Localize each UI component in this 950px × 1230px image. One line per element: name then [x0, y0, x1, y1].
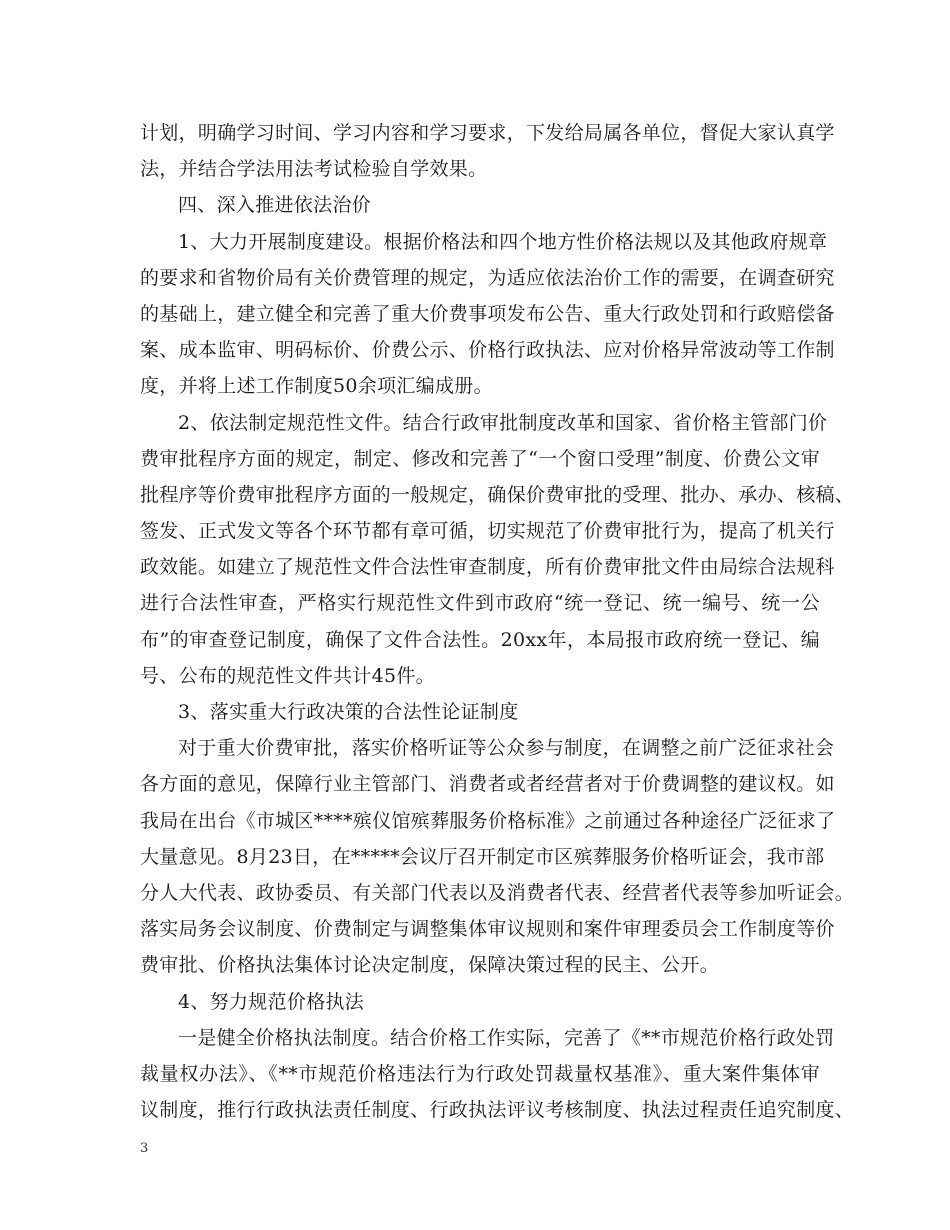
text-line: 法，并结合学法用法考试检验自学效果。: [140, 158, 488, 181]
text-line: 计划，明确学习时间、学习内容和学习要求，下发给局属各单位，督促大家认真学: [140, 122, 835, 144]
text-line: 议制度，推行行政执法责任制度、行政执法评议考核制度、执法过程责任追究制度、: [140, 1099, 855, 1122]
text-line: 费审批、价格执法集体讨论决定制度，保障决策过程的民主、公开。: [140, 954, 720, 977]
text-line: 分人大代表、政协委员、有关部门代表以及消费者代表、经营者代表等参加听证会。: [140, 881, 855, 904]
page-number: 3: [140, 1141, 149, 1156]
text-line: 的基础上，建立健全和完善了重大价费事项发布公告、重大行政处罚和行政赔偿备: [140, 302, 835, 325]
text-line: 裁量权办法》、《**市规范价格违法行为行政处罚裁量权基准》、重大案件集体审: [140, 1062, 820, 1085]
text-line: 我局在出台《市城区****殡仪馆殡葬服务价格标准》之前通过各种途径广泛征求了: [140, 809, 836, 832]
text-line: 3、落实重大行政决策的合法性论证制度: [178, 701, 519, 723]
text-line: 度，并将上述工作制度50余项汇编成册。: [140, 375, 493, 398]
body-text: [140, 115, 855, 1128]
text-line: 落实局务会议制度、价费制定与调整集体审议规则和案件审理委员会工作制度等价: [140, 918, 835, 941]
text-line: 案、成本监审、明码标价、价费公示、价格行政执法、应对价格异常波动等工作制: [140, 339, 835, 362]
text-line: 的要求和省物价局有关价费管理的规定，为适应依法治价工作的需要，在调查研究: [140, 266, 835, 289]
text-line: 政效能。如建立了规范性文件合法性审查制度，所有价费审批文件由局综合法规科: [140, 556, 835, 579]
text-line: 一是健全价格执法制度。结合价格工作实际，完善了《**市规范价格行政处罚: [178, 1026, 835, 1049]
text-line: 号、公布的规范性文件共计45件。: [140, 664, 435, 687]
text-line: 签发、正式发文等各个环节都有章可循，切实规范了价费审批行为，提高了机关行: [140, 520, 835, 543]
text-line: 布”的审查登记制度，确保了文件合法性。20xx年，本局报市政府统一登记、编: [140, 628, 820, 651]
text-line: 费审批程序方面的规定，制定、修改和完善了“一个窗口受理”制度、价费公文审: [140, 447, 820, 470]
text-line: 四、深入推进依法治价: [178, 194, 372, 217]
text-line: 批程序等价费审批程序方面的一般规定，确保价费审批的受理、批办、承办、核稿、: [140, 483, 855, 506]
text-line: 4、努力规范价格执法: [178, 990, 365, 1013]
text-line: 大量意见。8月23日，在*****会议厅召开制定市区殡葬服务价格听证会，我市部: [140, 845, 825, 868]
text-line: 各方面的意见，保障行业主管部门、消费者或者经营者对于价费调整的建议权。如: [140, 773, 835, 796]
text-line: 对于重大价费审批，落实价格听证等公众参与制度，在调整之前广泛征求社会: [178, 737, 835, 760]
text-line: 进行合法性审查，严格实行规范性文件到市政府“统一登记、统一编号、统一公: [140, 592, 820, 615]
text-line: 1、大力开展制度建设。根据价格法和四个地方性价格法规以及其他政府规章: [178, 230, 828, 253]
text-line: 2、依法制定规范性文件。结合行政审批制度改革和国家、省价格主管部门价: [178, 411, 828, 434]
